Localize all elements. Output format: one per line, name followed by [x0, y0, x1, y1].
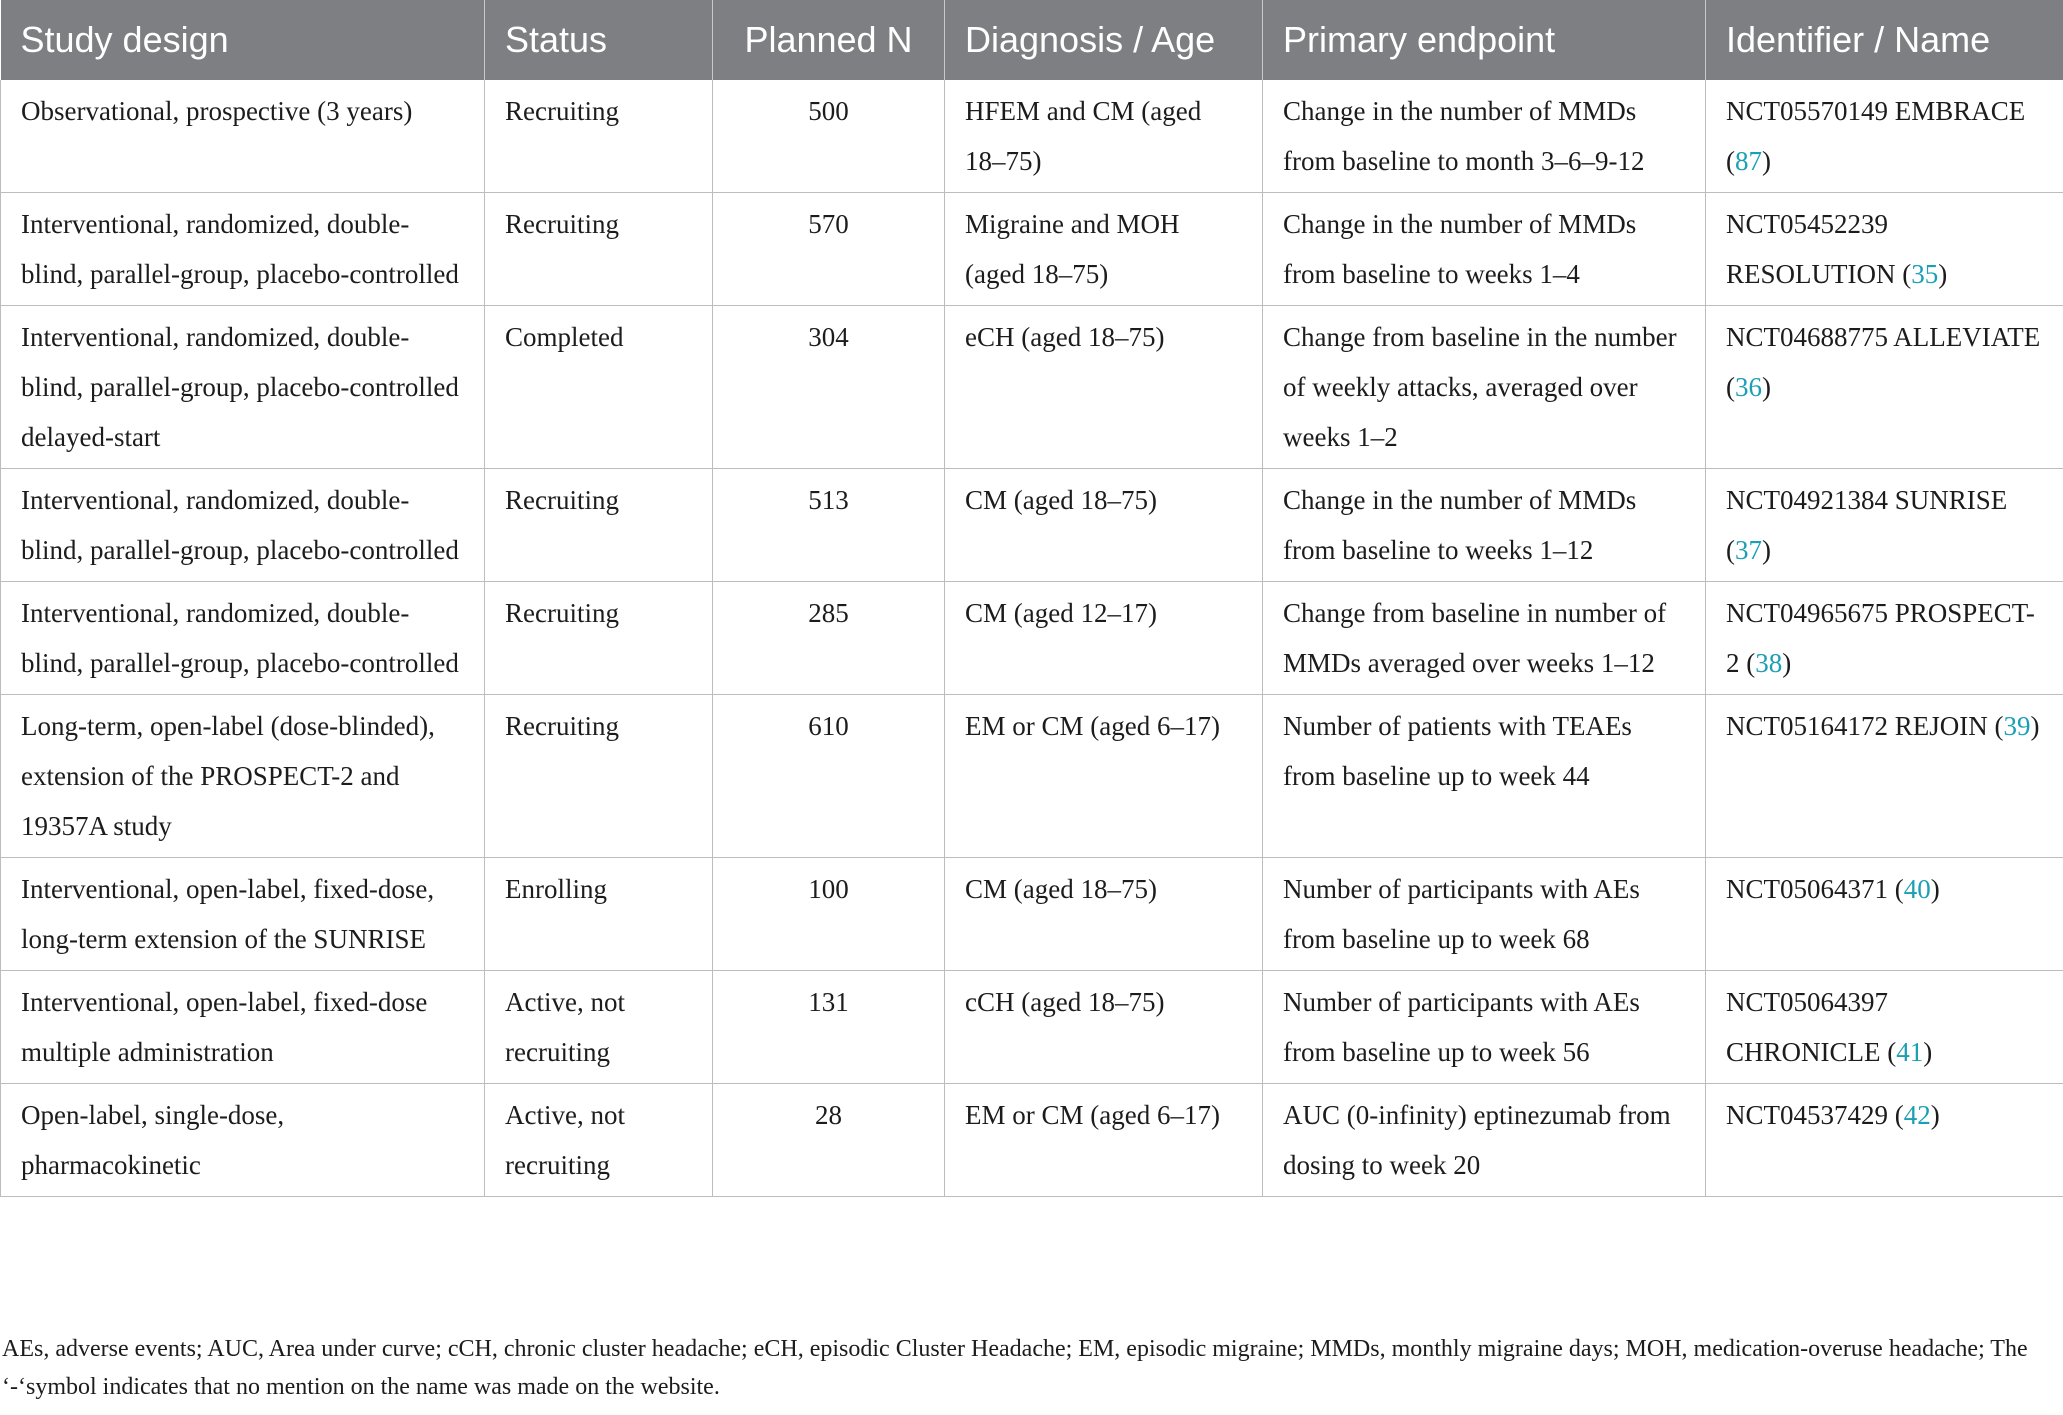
cell-planned-n: 100 — [713, 858, 945, 971]
cell-identifier-name: NCT05064371 (40) — [1706, 858, 2063, 971]
cell-status: Recruiting — [485, 582, 713, 695]
cell-study-design: Interventional, randomized, double-blind, parallel-group, placebo-controlled — [1, 469, 485, 582]
cell-planned-n: 610 — [713, 695, 945, 858]
cell-study-design: Long-term, open-label (dose-blinded), extension of the PROSPECT-2 and 19357A study — [1, 695, 485, 858]
identifier-text: NCT05064371 — [1726, 874, 1888, 904]
table-row — [1, 469, 2063, 582]
table-row — [1, 193, 2063, 306]
cell-identifier-name: NCT04537429 (42) — [1706, 1084, 2063, 1197]
cell-identifier-name: NCT05064397 CHRONICLE (41) — [1706, 971, 2063, 1084]
table-footnote: AEs, adverse events; AUC, Area under curve; cCH, chronic cluster headache; eCH, episodic Cluster Headache; EM, episodic migraine; MMDs, monthly migraine days; MOH, medication-overuse headache; The ‘-‘symbol indicates that no mention on the name was made on the website. — [2, 1336, 2028, 1400]
cell-status: Active, not recruiting — [485, 971, 713, 1084]
header-status: Status — [485, 0, 713, 80]
cell-diagnosis-age: EM or CM (aged 6–17) — [945, 695, 1263, 858]
header-diagnosis-age: Diagnosis / Age — [945, 0, 1263, 80]
cell-status: Recruiting — [485, 695, 713, 858]
identifier-text: NCT05164172 REJOIN — [1726, 711, 1988, 741]
cell-primary-endpoint: Number of patients with TEAEs from baseline up to week 44 — [1263, 695, 1706, 858]
cell-primary-endpoint: Change in the number of MMDs from baseline to weeks 1–12 — [1263, 469, 1706, 582]
cell-primary-endpoint: Change in the number of MMDs from baseline to month 3–6–9-12 — [1263, 80, 1706, 193]
cell-status: Enrolling — [485, 858, 713, 971]
cell-study-design: Open-label, single-dose, pharmacokinetic — [1, 1084, 485, 1197]
cell-identifier-name: NCT04921384 SUNRISE (37) — [1706, 469, 2063, 582]
cell-primary-endpoint: Change in the number of MMDs from baseline to weeks 1–4 — [1263, 193, 1706, 306]
header-row — [1, 0, 2063, 80]
identifier-text: NCT04965675 PROSPECT-2 — [1726, 598, 2035, 678]
table-row — [1, 695, 2063, 858]
cell-status: Active, not recruiting — [485, 1084, 713, 1197]
table-row — [1, 306, 2063, 469]
cell-diagnosis-age: Migraine and MOH (aged 18–75) — [945, 193, 1263, 306]
cell-study-design: Interventional, open-label, fixed-dose multiple administration — [1, 971, 485, 1084]
cell-diagnosis-age: cCH (aged 18–75) — [945, 971, 1263, 1084]
cell-primary-endpoint: Number of participants with AEs from baseline up to week 56 — [1263, 971, 1706, 1084]
header-identifier-name: Identifier / Name — [1706, 0, 2063, 80]
cell-planned-n: 570 — [713, 193, 945, 306]
reference-link[interactable]: 36 — [1735, 372, 1762, 402]
reference-link[interactable]: 41 — [1896, 1037, 1924, 1067]
cell-identifier-name: NCT04688775 ALLEVIATE (36) — [1706, 306, 2063, 469]
reference-link[interactable]: 35 — [1911, 259, 1939, 289]
header-planned-n: Planned N — [713, 0, 945, 80]
table-row — [1, 1084, 2063, 1197]
cell-status: Recruiting — [485, 193, 713, 306]
identifier-text: NCT04537429 — [1726, 1100, 1888, 1130]
cell-study-design: Observational, prospective (3 years) — [1, 80, 485, 193]
cell-primary-endpoint: Change from baseline in the number of weekly attacks, averaged over weeks 1–2 — [1263, 306, 1706, 469]
reference-link[interactable]: 87 — [1735, 146, 1762, 176]
cell-primary-endpoint: Number of participants with AEs from baseline up to week 68 — [1263, 858, 1706, 971]
cell-status: Recruiting — [485, 80, 713, 193]
identifier-text: NCT05064397 CHRONICLE — [1726, 987, 1888, 1067]
header-primary-endpoint: Primary endpoint — [1263, 0, 1706, 80]
cell-planned-n: 500 — [713, 80, 945, 193]
cell-identifier-name: NCT05570149 EMBRACE (87) — [1706, 80, 2063, 193]
cell-identifier-name: NCT05164172 REJOIN (39) — [1706, 695, 2063, 858]
reference-link[interactable]: 42 — [1903, 1100, 1931, 1130]
cell-study-design: Interventional, randomized, double-blind, parallel-group, placebo-controlled delayed-start — [1, 306, 485, 469]
table-row — [1, 971, 2063, 1084]
cell-planned-n: 28 — [713, 1084, 945, 1197]
cell-primary-endpoint: Change from baseline in number of MMDs averaged over weeks 1–12 — [1263, 582, 1706, 695]
cell-diagnosis-age: CM (aged 18–75) — [945, 469, 1263, 582]
cell-diagnosis-age: CM (aged 18–75) — [945, 858, 1263, 971]
cell-study-design: Interventional, open-label, fixed-dose, long-term extension of the SUNRISE — [1, 858, 485, 971]
header-study-design: Study design — [1, 0, 485, 80]
cell-diagnosis-age: HFEM and CM (aged 18–75) — [945, 80, 1263, 193]
cell-study-design: Interventional, randomized, double-blind, parallel-group, placebo-controlled — [1, 582, 485, 695]
identifier-text: NCT04921384 SUNRISE — [1726, 485, 2008, 515]
cell-study-design: Interventional, randomized, double-blind, parallel-group, placebo-controlled — [1, 193, 485, 306]
cell-diagnosis-age: CM (aged 12–17) — [945, 582, 1263, 695]
cell-primary-endpoint: AUC (0-infinity) eptinezumab from dosing to week 20 — [1263, 1084, 1706, 1197]
reference-link[interactable]: 38 — [1755, 648, 1783, 678]
reference-link[interactable]: 37 — [1735, 535, 1762, 565]
table-row — [1, 858, 2063, 971]
cell-status: Recruiting — [485, 469, 713, 582]
cell-planned-n: 513 — [713, 469, 945, 582]
identifier-text: NCT05452239 RESOLUTION — [1726, 209, 1896, 289]
cell-status: Completed — [485, 306, 713, 469]
cell-diagnosis-age: eCH (aged 18–75) — [945, 306, 1263, 469]
reference-link[interactable]: 40 — [1903, 874, 1931, 904]
table-row — [1, 582, 2063, 695]
cell-planned-n: 131 — [713, 971, 945, 1084]
identifier-text: NCT05570149 EMBRACE — [1726, 96, 2026, 126]
cell-planned-n: 285 — [713, 582, 945, 695]
cell-identifier-name: NCT04965675 PROSPECT-2 (38) — [1706, 582, 2063, 695]
table-row — [1, 80, 2063, 193]
cell-planned-n: 304 — [713, 306, 945, 469]
identifier-text: NCT04688775 ALLEVIATE — [1726, 322, 2041, 352]
cell-identifier-name: NCT05452239 RESOLUTION (35) — [1706, 193, 2063, 306]
cell-diagnosis-age: EM or CM (aged 6–17) — [945, 1084, 1263, 1197]
reference-link[interactable]: 39 — [2003, 711, 2031, 741]
